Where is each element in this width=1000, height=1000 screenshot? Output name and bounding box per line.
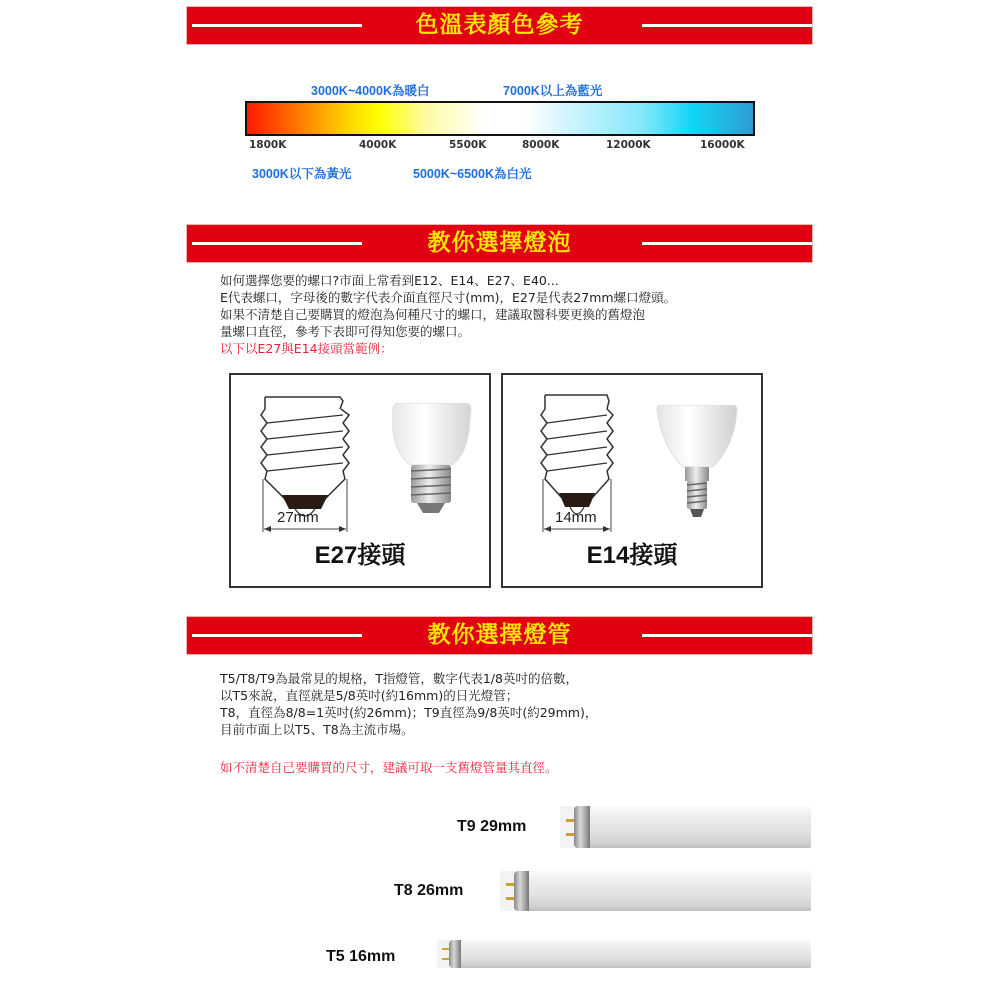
t5-label: T5 16mm bbox=[326, 948, 396, 965]
paragraph-line: E代表螺口，字母後的數字代表介面直徑尺寸(mm)，E27是代表27mm螺口燈頭。 bbox=[220, 290, 677, 305]
e27-diameter-label: 27mm bbox=[277, 509, 319, 526]
tube-pin bbox=[566, 819, 574, 822]
bulb-description bbox=[220, 272, 676, 357]
tube-pin bbox=[506, 883, 514, 886]
tick-12000k: 12000K bbox=[606, 139, 651, 151]
paragraph-line: T8，直徑為8/8=1英吋(約26mm)；T9直徑為9/8英吋(約29mm)， bbox=[220, 705, 598, 720]
yellow-light-label: 3000K以下為黃光 bbox=[252, 167, 352, 181]
section-banner-color-temp bbox=[187, 7, 812, 44]
section-title: 教你選擇燈管 bbox=[427, 622, 572, 648]
e27-caption: E27接頭 bbox=[314, 542, 406, 569]
white-light-label: 5000K~6500K為白光 bbox=[413, 167, 532, 181]
tube-glass bbox=[529, 871, 811, 911]
e14-caption: E14接頭 bbox=[586, 542, 678, 569]
t9-tube-image bbox=[560, 806, 811, 848]
t5-tube-image bbox=[437, 940, 811, 968]
t8-label: T8 26mm bbox=[394, 882, 464, 899]
tick-4000k: 4000K bbox=[359, 139, 397, 151]
paragraph-line: 目前市面上以T5、T8為主流市場。 bbox=[220, 722, 414, 737]
t9-label: T9 29mm bbox=[457, 818, 527, 835]
tube-pin bbox=[566, 833, 574, 836]
color-temperature-gradient-bar bbox=[245, 101, 755, 136]
tube-end-cap bbox=[449, 940, 461, 968]
paragraph-line: T5/T8/T9為最常見的規格，T指燈管，數字代表1/8英吋的倍數， bbox=[220, 671, 578, 686]
paragraph-line: 量螺口直徑，參考下表即可得知您要的螺口。 bbox=[220, 324, 471, 339]
tube-glass bbox=[590, 806, 811, 848]
e27-led-bulb-icon bbox=[389, 403, 473, 519]
e27-example-card bbox=[229, 373, 491, 588]
blue-light-label: 7000K以上為藍光 bbox=[503, 84, 603, 98]
tube-note: 如不清楚自己要購買的尺寸，建議可取一支舊燈管量其直徑。 bbox=[220, 760, 558, 775]
tube-end-cap bbox=[574, 806, 590, 848]
e14-diameter-label: 14mm bbox=[555, 509, 597, 526]
t8-tube-image bbox=[500, 871, 811, 911]
paragraph-line: 如何選擇您要的螺口?市面上常看到E12、E14、E27、E40... bbox=[220, 273, 559, 288]
example-note: 以下以E27與E14接頭當範例： bbox=[220, 341, 393, 356]
tube-pin bbox=[442, 958, 449, 960]
tube-end-cap bbox=[514, 871, 529, 911]
tube-description bbox=[220, 670, 597, 738]
e14-led-bulb-icon bbox=[655, 405, 739, 521]
section-title: 色溫表顏色參考 bbox=[415, 12, 584, 38]
tick-16000k: 16000K bbox=[700, 139, 745, 151]
tick-8000k: 8000K bbox=[522, 139, 560, 151]
e14-example-card bbox=[501, 373, 763, 588]
tick-1800k: 1800K bbox=[249, 139, 287, 151]
section-banner-tube bbox=[187, 617, 812, 654]
paragraph-line: 如果不清楚自己要購買的燈泡為何種尺寸的螺口，建議取醫科要更換的舊燈泡 bbox=[220, 307, 646, 322]
tick-5500k: 5500K bbox=[449, 139, 487, 151]
paragraph-line: 以T5來說，直徑就是5/8英吋(約16mm)的日光燈管； bbox=[220, 688, 519, 703]
tube-pin bbox=[442, 948, 449, 950]
tube-pin bbox=[506, 897, 514, 900]
section-banner-bulb bbox=[187, 225, 812, 262]
section-title: 教你選擇燈泡 bbox=[427, 230, 572, 256]
warm-white-label: 3000K~4000K為暖白 bbox=[311, 84, 430, 98]
tube-glass bbox=[461, 940, 811, 968]
